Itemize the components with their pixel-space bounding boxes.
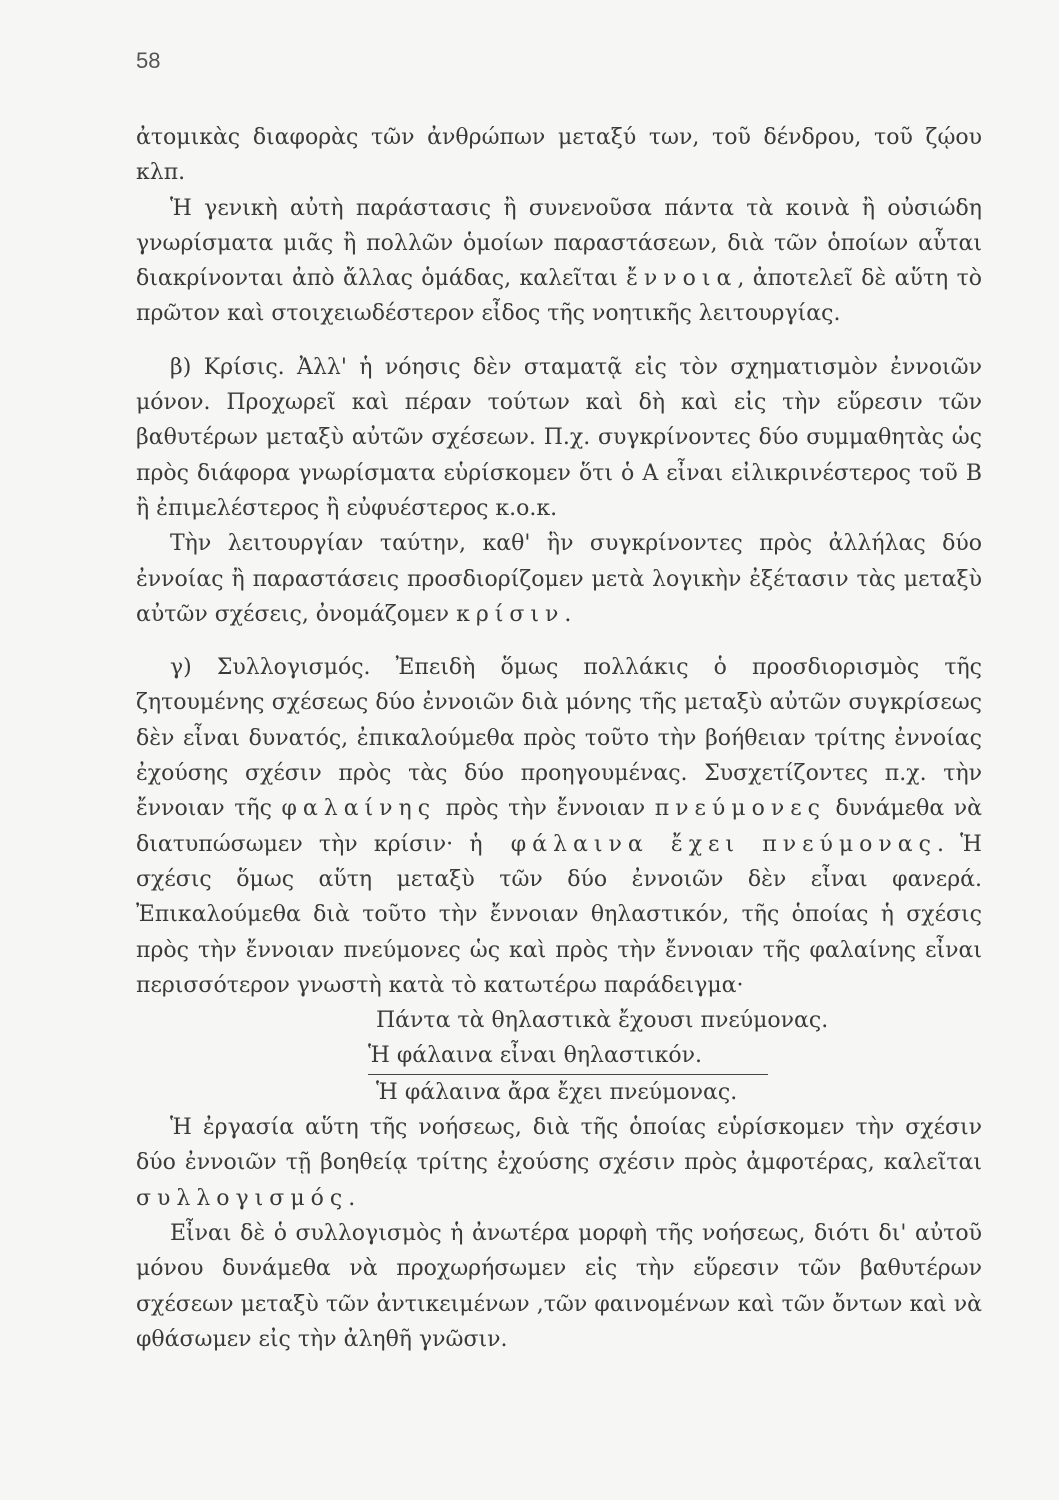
term-krisis: κρίσιν	[456, 601, 565, 627]
page-number: 58	[136, 48, 161, 73]
body-text	[136, 120, 982, 1357]
syllogism-premise-minor: Ἡ φάλαινα εἶναι θηλαστικόν.	[368, 1043, 703, 1069]
paragraph-5: γ) Συλλογισμός. Ἐπειδὴ ὅμως πολλάκις ὁ προσδιορισμὸς τῆς ζητουμένης σχέσεως δύο ἐννοιῶν διὰ μόνης τῆς μεταξὺ αὐτῶν συγκρίσεως δὲν εἶναι δυνατός, ἐπικαλούμεθα πρὸς τοῦτο τὴν βοήθειαν τρίτης ἐννοίας ἐχούσης σχέσιν πρὸς τὰς δύο προηγουμένας. Συσχετίζοντες π.χ. τὴν ἔννοιαν τῆς φαλαίνης πρὸς τὴν ἔννοιαν πνεύμονες δυνάμεθα νὰ διατυπώσωμεν τὴν κρίσιν· ἡ φάλαινα ἔχει πνεύμονας. Ἡ σχέσις ὅμως αὕτη μεταξὺ τῶν δύο ἐννοιῶν δὲν εἶναι φανερά. Ἐπικαλούμεθα διὰ τοῦτο τὴν ἔννοιαν θηλαστικόν, τῆς ὁποίας ἡ σχέσις πρὸς τὴν ἔννοιαν πνεύμονες ὡς καὶ πρὸς τὴν ἔννοιαν τῆς φαλαίνης εἶναι περισσότερον γνωστὴ κατὰ τὸ κατωτέρω παράδειγμα·	[136, 655, 982, 998]
term-judgment: ἡ φάλαινα ἔχει πνεύμονας	[469, 831, 937, 857]
term-pneumones: πνεύμονες	[654, 796, 826, 822]
paragraph-6: Ἡ ἐργασία αὕτη τῆς νοήσεως, διὰ τῆς ὁποίας εὑρίσκομεν τὴν σχέσιν δύο ἐννοιῶν τῇ βοηθείᾳ τρίτης ἐχούσης σχέσιν πρὸς ἀμφοτέρας, καλεῖται συλλογισμός.	[136, 1115, 982, 1211]
paragraph-3: β) Κρίσις. Ἀλλ' ἡ νόησις δὲν σταματᾷ εἰς τὸν σχηματισμὸν ἐννοιῶν μόνον. Προχωρεῖ καὶ πέραν τούτων καὶ δὴ καὶ εἰς τὴν εὕρεσιν τῶν βαθυτέρων μεταξὺ αὐτῶν σχέσεων. Π.χ. συγκρίνοντες δύο συμμαθητὰς ὡς πρὸς διάφορα γνωρίσματα εὑρίσκομεν ὅτι ὁ Α εἶναι εἰλικρινέστερος τοῦ Β ἢ ἐπιμελέστερος ἢ εὐφυέστερος κ.ο.κ.	[136, 354, 982, 521]
term-syllogismos: συλλογισμός	[136, 1185, 349, 1211]
term-falainis: φαλαίνης	[281, 796, 437, 822]
syllogism-premise-major: Πάντα τὰ θηλαστικὰ ἔχουσι πνεύμονας.	[376, 1008, 829, 1034]
paragraph-1: ἀτομικὰς διαφορὰς τῶν ἀνθρώπων μεταξύ των, τοῦ δένδρου, τοῦ ζῴου κλπ.	[136, 125, 982, 186]
term-ennoia: ἔννοια	[626, 266, 738, 292]
syllogism-example	[136, 1003, 982, 1110]
paragraph-2: Ἡ γενικὴ αὐτὴ παράστασις ἢ συνενοῦσα πάντα τὰ κοινὰ ἢ οὐσιώδη γνωρίσματα μιᾶς ἢ πολλῶν ὁμοίων παραστάσεων, διὰ τῶν ὁποίων αὗται διακρίνονται ἀπὸ ἄλλας ὁμάδας, καλεῖται ἔννοια, ἀποτελεῖ δὲ αὕτη τὸ πρῶτον καὶ στοιχειωδέστερον εἶδος τῆς νοητικῆς λειτουργίας.	[136, 195, 982, 327]
syllogism-conclusion: Ἡ φάλαινα ἄρα ἔχει πνεύμονας.	[376, 1079, 738, 1105]
paragraph-7: Εἶναι δὲ ὁ συλλογισμὸς ἡ ἀνωτέρα μορφὴ τῆς νοήσεως, διότι δι' αὐτοῦ μόνου δυνάμεθα νὰ προχωρήσωμεν εἰς τὴν εὕρεσιν τῶν βαθυτέρων σχέσεων μεταξὺ τῶν ἀντικειμένων ,τῶν φαινομένων καὶ τῶν ὄντων καὶ νὰ φθάσωμεν εἰς τὴν ἀληθῆ γνῶσιν.	[136, 1220, 982, 1352]
paragraph-4: Τὴν λειτουργίαν ταύτην, καθ' ἣν συγκρίνοντες πρὸς ἀλλήλας δύο ἐννοίας ἢ παραστάσεις προσδιορίζομεν μετὰ λογικὴν ἐξέτασιν τὰς μεταξὺ αὐτῶν σχέσεις, ὀνομάζομεν κρίσιν.	[136, 531, 982, 627]
